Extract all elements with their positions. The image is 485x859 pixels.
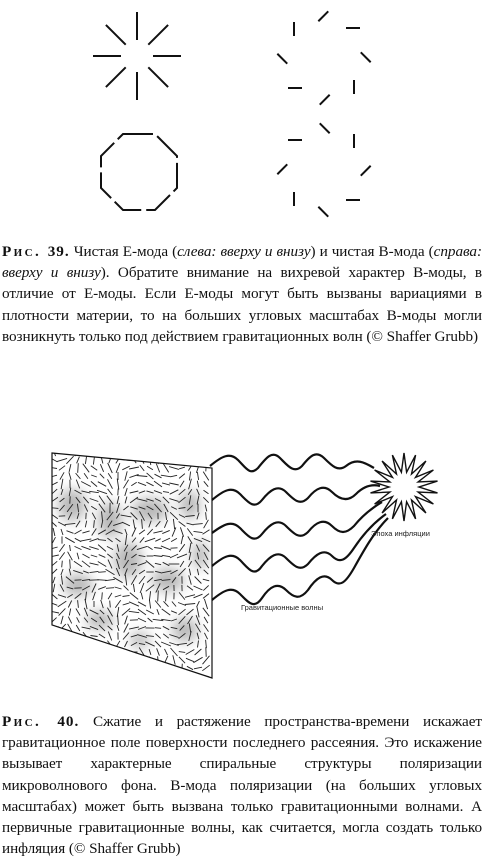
polarization-tick [78,463,79,473]
polarization-tick [155,450,161,454]
e-mode-octagon-pattern [101,134,177,210]
polarization-tick [132,656,137,664]
polarization-tick [59,666,64,670]
polarization-tick [195,675,202,677]
polarization-tick [186,673,193,680]
polarization-tick [147,673,153,679]
polarization-tick [78,648,79,657]
polarization-tick [60,673,64,680]
polarization-tick [66,452,75,453]
polarization-tick [123,450,130,455]
polarization-tick [165,665,167,672]
polarization-tick [185,459,196,460]
polarization-tick [65,666,75,669]
caption-text-part1: Чистая Е-мода ( [70,243,177,260]
polarization-tick [187,451,194,454]
polarization-tick [163,673,170,680]
polarization-tick [203,448,209,456]
polarization-tick [106,588,114,589]
polarization-tick [173,457,175,463]
polarization-tick [100,663,104,672]
polarization-tick [84,649,88,654]
gravitational-waves [210,454,388,604]
last-scattering-surface [49,447,212,681]
polarization-tick [115,667,122,668]
gravitational-waves-label: Гравитационные волны [241,603,323,612]
figure-39-diagram [0,0,485,230]
polarization-tick [115,675,122,678]
caption-left-note: слева: вверху и внизу [177,243,310,260]
polarization-tick [75,658,81,662]
polarization-tick [165,448,168,456]
polarization-tick [83,675,90,676]
polarization-tick [155,628,161,629]
polarization-tick [132,663,135,673]
polarization-tick [106,666,114,671]
polarization-tick [62,561,63,568]
figure-39-caption [2,241,482,347]
polarization-tick [142,664,143,671]
polarization-tick [193,458,202,462]
caption-right-note: справа: вверху и внизу [2,243,482,281]
polarization-tick [59,640,64,649]
polarization-tick [108,656,112,664]
polarization-tick [73,675,83,677]
polarization-tick [115,659,122,661]
polarization-tick [102,655,103,665]
polarization-tick [52,664,56,673]
polarization-tick [92,650,96,655]
figure-40-number: Рис. 40. [2,713,79,730]
polarization-tick [75,666,81,671]
wave-3 [212,502,382,539]
polarization-tick [66,659,75,660]
polarization-tick [194,451,202,452]
polarization-tick [100,450,104,455]
polarization-tick [52,672,56,680]
polarization-tick [70,559,71,568]
polarization-tick [204,456,208,464]
b-mode-pinwheel-bottom [277,123,370,216]
polarization-tick [58,658,65,662]
polarization-tick [126,671,127,682]
polarization-tick [107,450,113,454]
polarization-tick [69,632,71,640]
figure-40-caption [2,711,482,859]
polarization-tick [59,632,64,641]
wave-1 [210,454,374,471]
polarization-tick [51,650,57,655]
polarization-tick [139,656,144,664]
polarization-tick [123,659,129,661]
figure-40-diagram [0,430,485,690]
figure-39-number: Рис. 39. [2,243,70,260]
polarization-tick [91,666,98,670]
polarization-tick [97,580,106,581]
polarization-tick [85,656,87,665]
wave-5 [212,518,388,604]
inflation-epoch-label: Эпоха инфляции [371,529,430,538]
polarization-tick [122,666,129,671]
polarization-tick [177,459,186,462]
polarization-tick [59,451,66,453]
polarization-tick [83,449,88,455]
polarization-tick [140,447,145,457]
polarization-tick [51,644,57,645]
polarization-tick [109,649,111,656]
polarization-tick [83,642,88,646]
polarization-tick [77,641,79,647]
polarization-tick [149,448,150,456]
polarization-tick [91,675,98,677]
polarization-tick [58,651,67,652]
caption-text-part3: ). Обратите внимание на вихревой характер В-моды, в отличие от Е-моды. Если Е-моды могут быть вызваны вариациями в плотности материи, то на больших угловых масштабах В-моды могли возникнуть только под действием гравитационных волн (© Shaffer Grubb) [2,264,482,345]
polarization-tick [115,649,122,655]
polarization-tick [131,672,138,679]
polarization-tick [138,674,147,677]
polarization-tick [178,448,186,456]
figure-40-caption-text: Сжатие и растяжение пространства-времени искажает гравитационное поле поверхности последнего рассеяния. Это искажение вызывает характерные спиральные структуры поляризации микроволнового фона. В-мода поляризации (на больших угловых масштабах) может быть вызвана только гравитационными волнами. А первичные гравитационные волны, как считается, могла создать только инфляция (© Shaffer Grubb) [2,713,482,857]
wave-2 [212,485,380,504]
polarization-tick [67,649,74,656]
polarization-tick [165,457,168,464]
polarization-tick [84,664,88,672]
polarization-tick [92,641,96,647]
e-mode-radial-pattern [93,12,181,100]
wave-4 [212,514,386,572]
polarization-tick [102,592,103,599]
polarization-tick [172,674,177,678]
caption-text-part2: ) и чистая В-мода ( [311,243,434,260]
polarization-tick [92,447,95,456]
polarization-tick [92,655,96,665]
polarization-tick [99,674,105,678]
polarization-tick [53,657,56,662]
polarization-tick [179,672,185,681]
polarization-tick [107,676,114,677]
inflation-starburst-icon [371,453,438,521]
polarization-tick [110,601,111,608]
polarization-tick [68,674,72,679]
polarization-tick [158,591,159,602]
b-mode-pinwheel-top [277,11,370,104]
polarization-tick [173,448,174,455]
polarization-tick [155,665,160,671]
polarization-tick [69,639,72,648]
polarization-tick [132,450,136,455]
polarization-tick [98,572,106,573]
polarization-tick [148,663,152,673]
